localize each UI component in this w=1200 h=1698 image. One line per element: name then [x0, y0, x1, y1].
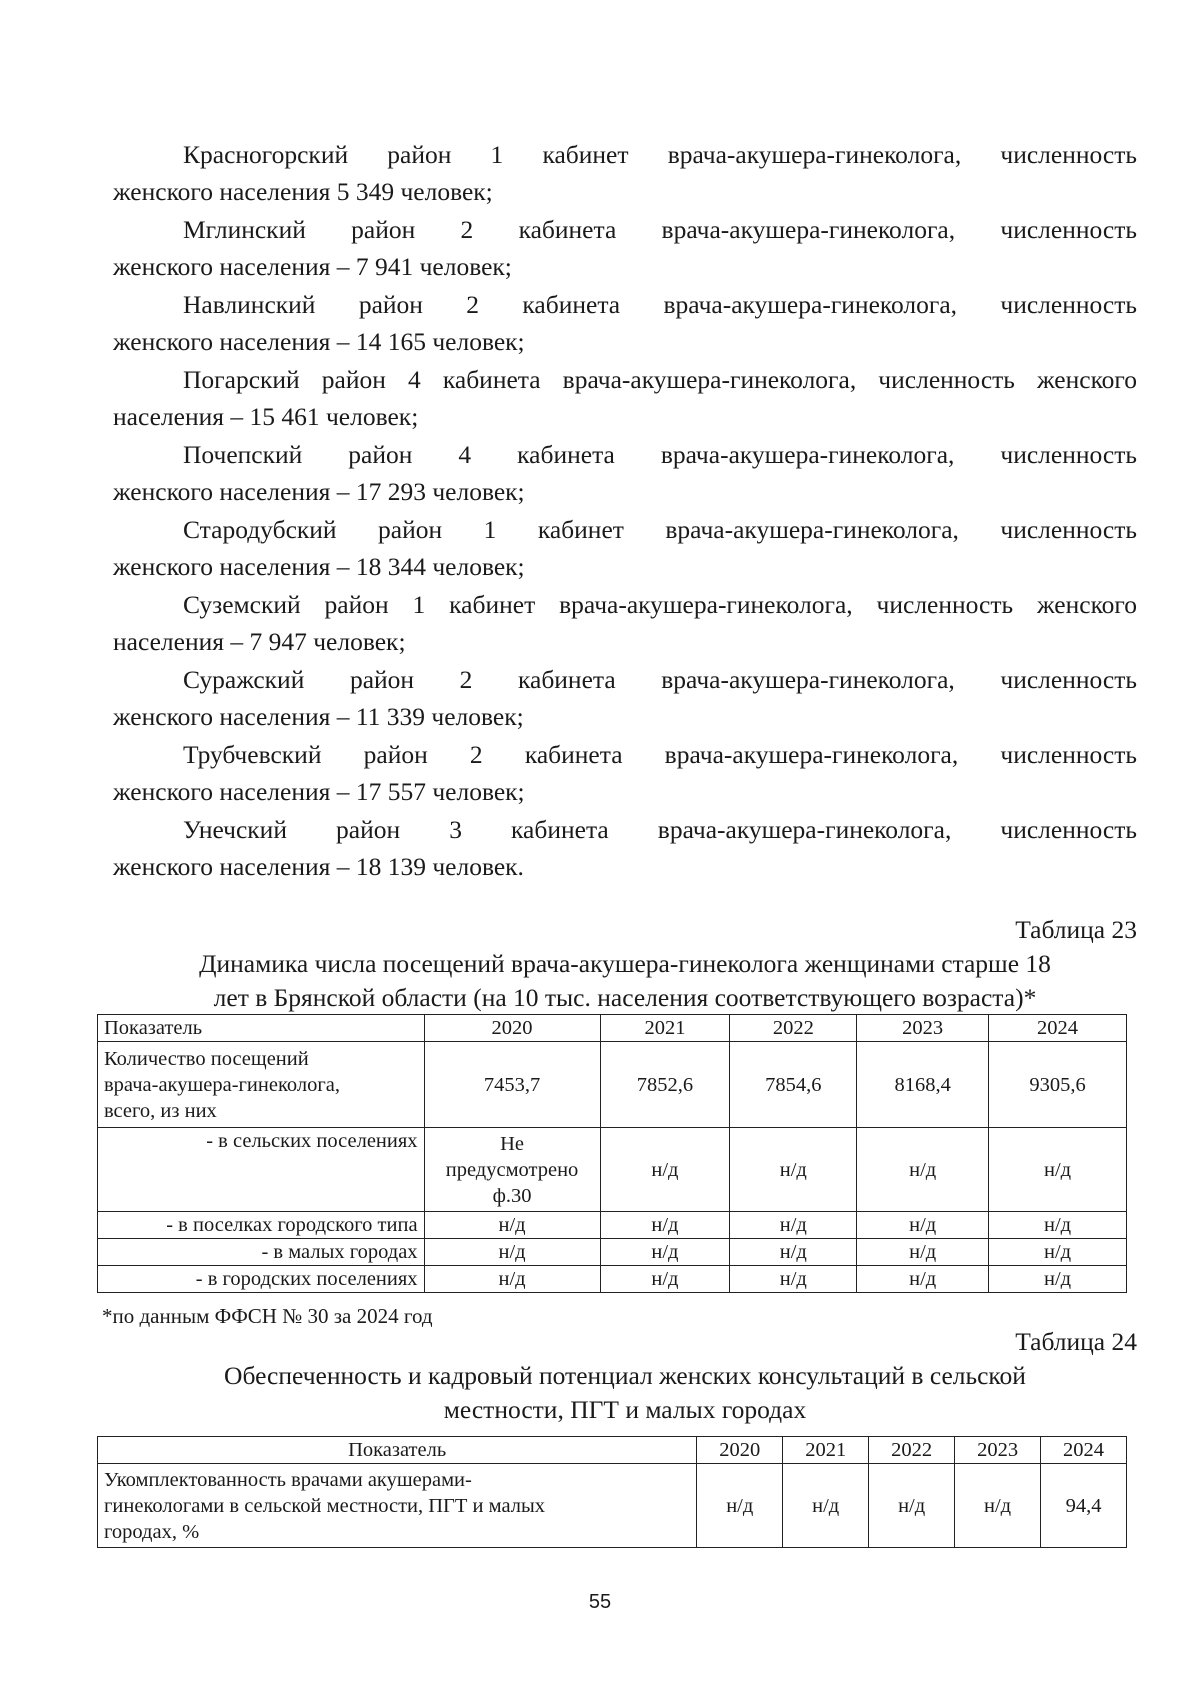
table-cell: н/д	[424, 1239, 600, 1266]
table-cell: н/д	[730, 1212, 857, 1239]
cell-line: ф.30	[492, 1184, 532, 1207]
column-header: Показатель	[98, 1437, 697, 1464]
paragraph-surazhsky	[113, 661, 1137, 735]
table-cell: 94,4	[1041, 1464, 1127, 1548]
row-label-line: гинекологами в сельской местности, ПГТ и малых	[104, 1494, 546, 1517]
paragraph-starodubsky	[113, 511, 1137, 585]
table-cell: н/д	[730, 1239, 857, 1266]
column-header: 2020	[424, 1015, 600, 1042]
table-cell: н/д	[857, 1239, 989, 1266]
paragraph-line: женского населения – 18 139 человек.	[113, 852, 524, 881]
paragraph-pochepsky	[113, 436, 1137, 510]
table-cell: н/д	[955, 1464, 1041, 1548]
row-label: - в городских поселениях	[98, 1266, 425, 1293]
row-label-line: Укомплектованность врачами акушерами-	[104, 1468, 472, 1491]
table-24-title-line: Обеспеченность и кадровый потенциал женских консультаций в сельской	[224, 1361, 1026, 1390]
row-label-line: всего, из них	[104, 1099, 217, 1122]
column-header: 2022	[869, 1437, 955, 1464]
cell-line: предусмотрено	[445, 1158, 579, 1181]
paragraph-line: женского населения – 14 165 человек;	[113, 327, 525, 356]
table-24	[97, 1436, 1127, 1548]
table-cell: н/д	[730, 1266, 857, 1293]
column-header: 2021	[600, 1015, 730, 1042]
paragraph-line: Навлинский район 2 кабинета врача-акушера-гинеколога, численность	[183, 290, 1137, 319]
cell-line: Не	[500, 1132, 524, 1155]
paragraph-line: Стародубский район 1 кабинет врача-акушера-гинеколога, численность	[183, 515, 1137, 544]
table-cell: н/д	[697, 1464, 783, 1548]
column-header: 2024	[1041, 1437, 1127, 1464]
table-cell: н/д	[857, 1128, 989, 1212]
table-cell: н/д	[600, 1212, 730, 1239]
row-label: - в малых городах	[98, 1239, 425, 1266]
paragraph-line: Трубчевский район 2 кабинета врача-акушера-гинеколога, численность	[183, 740, 1137, 769]
paragraph-line: Суражский район 2 кабинета врача-акушера-гинеколога, численность	[183, 665, 1137, 694]
table-24-title	[113, 1359, 1137, 1427]
paragraph-trubchevsky	[113, 736, 1137, 810]
paragraph-line: населения – 7 947 человек;	[113, 627, 406, 656]
row-label-line: врача-акушера-гинеколога,	[104, 1073, 340, 1096]
table-cell: н/д	[857, 1212, 989, 1239]
table-cell: 7852,6	[600, 1042, 730, 1128]
column-header: 2023	[955, 1437, 1041, 1464]
row-label-line: городах, %	[104, 1520, 200, 1543]
row-label	[98, 1042, 425, 1128]
column-header: 2023	[857, 1015, 989, 1042]
table-23-title-line: лет в Брянской области (на 10 тыс. населения соответствующего возраста)*	[213, 983, 1037, 1012]
table-cell: н/д	[600, 1239, 730, 1266]
table-row	[98, 1128, 1127, 1212]
paragraph-line: Почепский район 4 кабинета врача-акушера-гинеколога, численность	[183, 440, 1137, 469]
table-cell: н/д	[783, 1464, 869, 1548]
table-cell: н/д	[989, 1128, 1127, 1212]
table-cell: 8168,4	[857, 1042, 989, 1128]
table-23-footnote: *по данным ФФСН № 30 за 2024 год	[102, 1304, 433, 1328]
paragraph-navlinsky	[113, 286, 1137, 360]
table-cell: н/д	[989, 1212, 1127, 1239]
paragraph-krasnogorsky	[113, 136, 1137, 210]
paragraph-line: Унечский район 3 кабинета врача-акушера-гинеколога, численность	[183, 815, 1137, 844]
paragraph-line: Красногорский район 1 кабинет врача-акушера-гинеколога, численность	[183, 140, 1137, 169]
paragraph-pogarsky	[113, 361, 1137, 435]
row-label-line: Количество посещений	[104, 1047, 309, 1070]
paragraph-line: женского населения 5 349 человек;	[113, 177, 493, 206]
paragraph-line: населения – 15 461 человек;	[113, 402, 419, 431]
paragraph-line: женского населения – 11 339 человек;	[113, 702, 524, 731]
table-cell: н/д	[424, 1266, 600, 1293]
table-cell: н/д	[424, 1212, 600, 1239]
table-cell: н/д	[869, 1464, 955, 1548]
table-cell: н/д	[989, 1239, 1127, 1266]
column-header: 2024	[989, 1015, 1127, 1042]
table-row	[98, 1464, 1127, 1548]
paragraph-line: Суземский район 1 кабинет врача-акушера-гинеколога, численность женского	[183, 590, 1137, 619]
table-cell: н/д	[600, 1128, 730, 1212]
table-cell: 9305,6	[989, 1042, 1127, 1128]
table-24-title-line: местности, ПГТ и малых городах	[443, 1395, 807, 1424]
table-cell: н/д	[857, 1266, 989, 1293]
table-cell: н/д	[730, 1128, 857, 1212]
paragraph-line: женского населения – 17 557 человек;	[113, 777, 525, 806]
table-cell: 7453,7	[424, 1042, 600, 1128]
paragraph-line: женского населения – 17 293 человек;	[113, 477, 525, 506]
table-cell: 7854,6	[730, 1042, 857, 1128]
paragraph-line: Мглинский район 2 кабинета врача-акушера-гинеколога, численность	[183, 215, 1137, 244]
table-23-title	[113, 947, 1137, 1015]
paragraph-line: женского населения – 7 941 человек;	[113, 252, 512, 281]
column-header: 2022	[730, 1015, 857, 1042]
column-header: 2020	[697, 1437, 783, 1464]
table-header-row	[98, 1015, 1127, 1042]
row-label	[98, 1464, 697, 1548]
table-23-title-line: Динамика числа посещений врача-акушера-гинеколога женщинами старше 18	[199, 949, 1051, 978]
page-number: 55	[588, 1591, 612, 1613]
table-row	[98, 1239, 1127, 1266]
column-header: Показатель	[98, 1015, 425, 1042]
table-row	[98, 1042, 1127, 1128]
table-row	[98, 1212, 1127, 1239]
table-cell	[424, 1128, 600, 1212]
column-header: 2021	[783, 1437, 869, 1464]
row-label: - в поселках городского типа	[98, 1212, 425, 1239]
table-cell: н/д	[600, 1266, 730, 1293]
row-label: - в сельских поселениях	[98, 1128, 425, 1212]
table-cell: н/д	[989, 1266, 1127, 1293]
paragraph-line: Погарский район 4 кабинета врача-акушера-гинеколога, численность женского	[183, 365, 1137, 394]
paragraph-unechsky	[113, 811, 1137, 885]
paragraph-line: женского населения – 18 344 человек;	[113, 552, 525, 581]
table-header-row	[98, 1437, 1127, 1464]
table-row	[98, 1266, 1127, 1293]
paragraph-mglinsky	[113, 211, 1137, 285]
table-24-caption: Таблица 24	[1015, 1327, 1137, 1356]
paragraph-suzemsky	[113, 586, 1137, 660]
table-23-caption: Таблица 23	[1015, 915, 1137, 944]
table-23	[97, 1014, 1127, 1293]
